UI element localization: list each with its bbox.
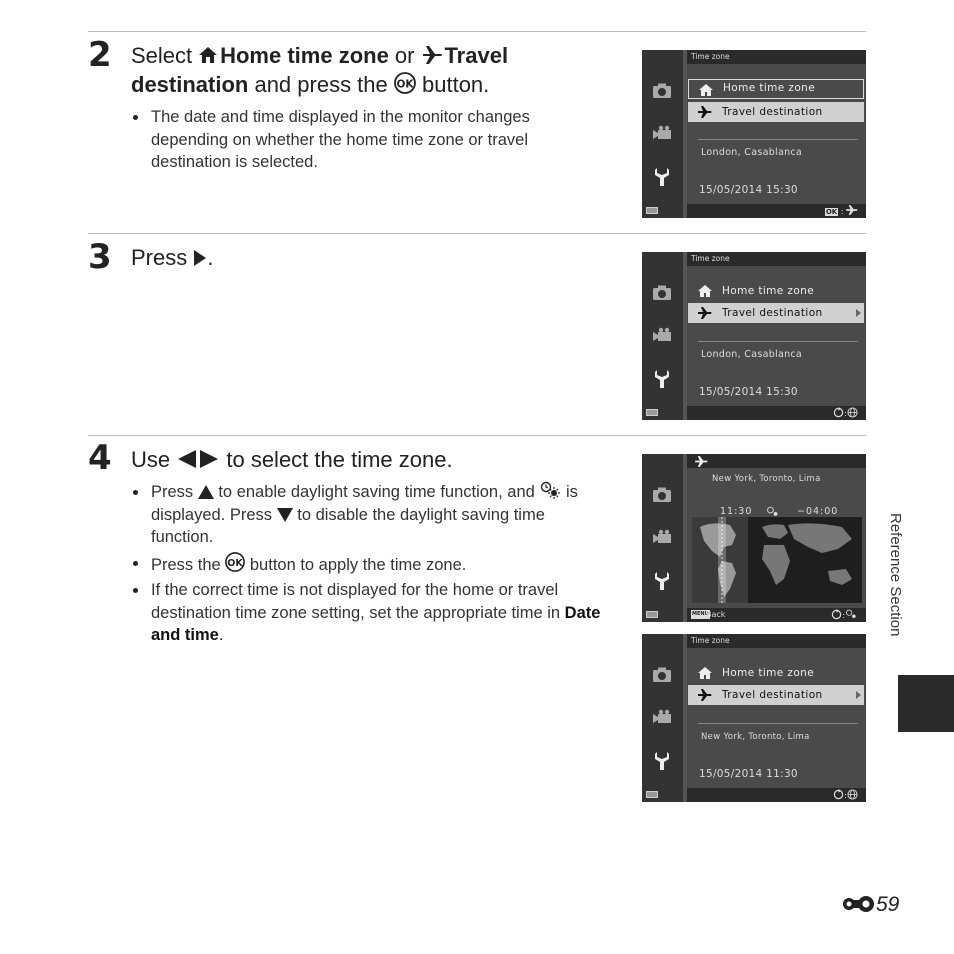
wrench-icon — [652, 167, 672, 187]
row-label: Home time zone — [723, 82, 816, 94]
menu-row-travel-destination[interactable] — [688, 685, 864, 705]
daylight-saving-icon — [539, 481, 561, 499]
camera-screen-world-map — [642, 454, 866, 622]
time-text: 11:30 — [720, 506, 753, 517]
screen-title: Time zone — [687, 252, 866, 266]
screen-separator — [698, 139, 858, 140]
globe-icon — [847, 407, 858, 418]
right-arrow-icon — [856, 309, 861, 317]
screen-divider — [683, 50, 687, 218]
screen-title: Time zone — [687, 50, 866, 64]
step-2-bullet: The date and time displayed in the monitor changes depending on whether the home time zone or travel destination is selected. — [131, 106, 581, 174]
screen-footer — [687, 406, 866, 420]
footer-hint: OK : — [825, 205, 858, 218]
section-tab — [898, 675, 954, 732]
camera-screen-result — [642, 634, 866, 802]
row-label: Home time zone — [722, 667, 815, 679]
right-arrow-icon — [856, 691, 861, 699]
screen-divider — [683, 252, 687, 420]
world-map — [692, 517, 862, 603]
menu-row-home-time-zone[interactable] — [688, 663, 864, 683]
airplane-icon — [698, 307, 712, 319]
screen-side-rail — [642, 454, 683, 622]
daylight-saving-icon — [845, 609, 858, 620]
screen-footer — [687, 204, 866, 218]
back-label[interactable]: Back — [706, 610, 726, 619]
footer-hint: : — [831, 609, 858, 622]
screen-separator — [698, 723, 858, 724]
reference-section-icon — [842, 895, 876, 913]
location-text: New York, Toronto, Lima — [701, 732, 810, 742]
screen-footer — [687, 608, 866, 622]
airplane-icon — [846, 205, 858, 215]
camera-icon — [652, 665, 672, 685]
screen-footer — [687, 788, 866, 802]
airplane-icon — [695, 456, 708, 467]
menu-row-travel-destination[interactable] — [688, 102, 864, 122]
airplane-icon — [698, 689, 712, 701]
page-number — [842, 893, 899, 917]
step-2-heading: Select Home time zone or Travel destination and press the OK button. — [131, 43, 509, 97]
camera-icon — [652, 485, 672, 505]
down-arrow-icon — [277, 508, 293, 522]
home-icon — [698, 285, 712, 297]
date-time-text: 15/05/2014 11:30 — [699, 768, 798, 780]
menu-row-travel-destination[interactable] — [688, 303, 864, 323]
screen-divider — [683, 454, 687, 622]
step-4-heading: Use to select the time zone. — [131, 447, 453, 472]
ok-button-icon — [394, 72, 416, 94]
globe-icon — [847, 789, 858, 800]
step-3-heading: Press . — [131, 245, 214, 270]
location-text: London, Casablanca — [701, 147, 803, 158]
screen-side-rail — [642, 634, 683, 802]
page-number-text: 59 — [876, 893, 900, 916]
airplane-icon — [421, 45, 443, 65]
step4-rule — [88, 435, 866, 436]
step-4-bullet-apply: Press the OK button to apply the time zone. — [131, 552, 611, 577]
right-arrow-icon — [193, 249, 207, 267]
row-label: Travel destination — [722, 307, 823, 319]
rotate-icon — [833, 407, 844, 418]
movie-icon — [652, 124, 672, 144]
wrench-icon — [652, 369, 672, 389]
svg-text:OK: OK — [227, 557, 244, 569]
battery-icon — [646, 409, 658, 416]
footer-hint: : — [833, 789, 858, 802]
date-time-text: 15/05/2014 15:30 — [699, 184, 798, 196]
screen-divider — [683, 634, 687, 802]
utc-offset-text: −04:00 — [797, 506, 839, 517]
camera-icon — [652, 81, 672, 101]
screen-side-rail — [642, 252, 683, 420]
wrench-icon — [652, 751, 672, 771]
left-right-arrows-icon — [176, 449, 220, 469]
date-time-text: 15/05/2014 15:30 — [699, 386, 798, 398]
menu-badge: MENU — [692, 611, 709, 617]
screen-separator — [698, 341, 858, 342]
step-4-bullets — [131, 481, 611, 650]
screen-title: Time zone — [687, 634, 866, 648]
home-icon — [198, 45, 218, 65]
row-label: Travel destination — [722, 689, 823, 701]
step-4-bullet-correct-time: If the correct time is not displayed for the home or travel destination time zone setting, set the appropriate time in Date and time. — [131, 579, 611, 647]
top-rule — [88, 31, 866, 32]
step-4-bullet-dst: Press to enable daylight saving time function, and is displayed. Press to disable the daylight saving time function. — [131, 481, 611, 549]
camera-icon — [652, 283, 672, 303]
movie-icon — [652, 326, 672, 346]
location-text: New York, Toronto, Lima — [712, 474, 821, 484]
screen-title — [687, 454, 866, 468]
step-2-number: 2 — [88, 35, 112, 75]
screen-side-rail — [642, 50, 683, 218]
step-2-bullets — [131, 106, 581, 177]
ok-button-icon — [225, 552, 245, 572]
movie-icon — [652, 528, 672, 548]
step3-rule — [88, 233, 866, 234]
battery-icon — [646, 207, 658, 214]
camera-screen-press-right — [642, 252, 866, 420]
step-4-number: 4 — [88, 438, 112, 478]
step-3-number: 3 — [88, 237, 112, 277]
airplane-icon — [698, 106, 712, 118]
menu-row-home-time-zone[interactable] — [688, 281, 864, 301]
battery-icon — [646, 611, 658, 618]
section-label-text: Reference Section — [887, 513, 904, 637]
row-label: Travel destination — [722, 106, 823, 118]
ok-badge: OK — [825, 208, 838, 216]
camera-screen-select-zone — [642, 50, 866, 218]
svg-text:OK: OK — [396, 78, 414, 91]
menu-row-home-time-zone[interactable] — [688, 79, 864, 99]
rotate-icon — [831, 609, 842, 620]
home-icon — [699, 84, 713, 96]
rotate-icon — [833, 789, 844, 800]
battery-icon — [646, 791, 658, 798]
location-text: London, Casablanca — [701, 349, 803, 360]
row-label: Home time zone — [722, 285, 815, 297]
wrench-icon — [652, 571, 672, 591]
home-icon — [698, 667, 712, 679]
up-arrow-icon — [198, 485, 214, 499]
section-label — [887, 513, 932, 663]
footer-hint: : — [833, 407, 858, 420]
movie-icon — [652, 708, 672, 728]
